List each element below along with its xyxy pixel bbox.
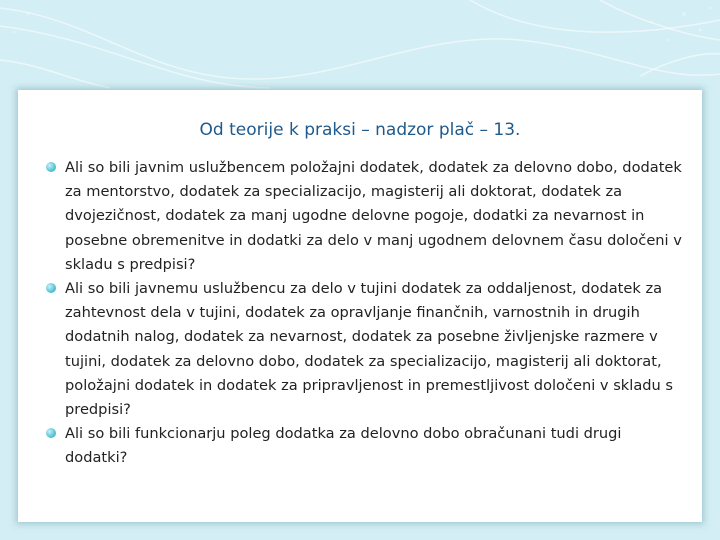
- bullet-item: [46, 156, 686, 277]
- bullet-dot-icon: [46, 428, 56, 438]
- bullet-text: Ali so bili funkcionarju poleg dodatka za delovno dobo obračunani tudi drugi dodatki?: [65, 425, 622, 467]
- bullet-text: Ali so bili javnim uslužbencem položajni dodatek, dodatek za delovno dobo, dodatek za mentorstvo, dodatek za specializacijo, magisterij ali doktorat, dodatek za dvojezičnost, dodatek za manj ugodne delovne pogoje, dodatki za nevarnost in posebne obremenitve in dodatki za delo v manj ugodnem delovnem času določeni v skladu s predpisi?: [65, 159, 682, 273]
- bullet-text: Ali so bili javnemu uslužbencu za delo v tujini dodatek za oddaljenost, dodatek za zahtevnost dela v tujini, dodatek za opravljanje finančnih, varnostnih in drugih dodatnih nalog, dodatek za nevarnost, dodatek za posebne življenjske razmere v tujini, dodatek za delovno dobo, dodatek za specializacijo, magisterij ali doktorat, položajni dodatek in dodatek za pripravljenost in premestljivost določeni v skladu s predpisi?: [65, 280, 674, 419]
- slide-title: Od teorije k praksi – nadzor plač – 13.: [199, 120, 521, 140]
- bullet-item: [46, 277, 686, 422]
- bullet-dot-icon: [46, 283, 56, 293]
- bullet-list: [46, 156, 686, 471]
- bullet-item: [46, 422, 686, 470]
- bullet-dot-icon: [46, 162, 56, 172]
